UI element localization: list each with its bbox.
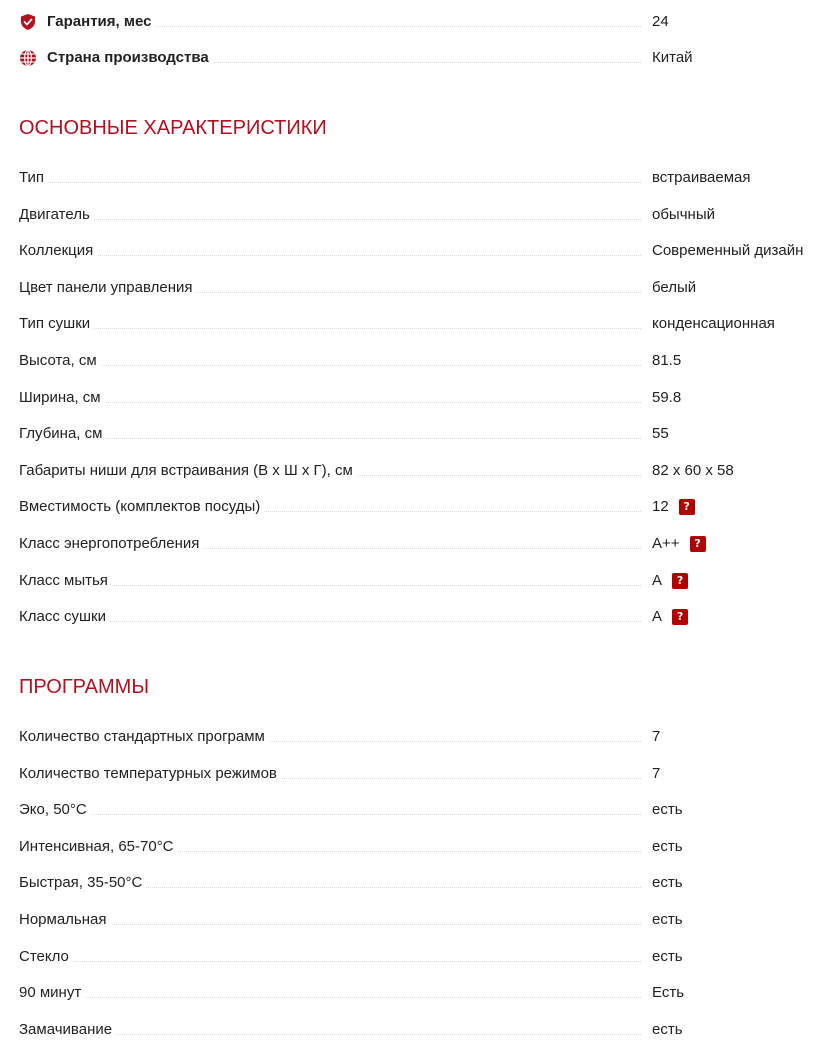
help-icon[interactable]: ?: [672, 609, 688, 625]
spec-value: есть: [652, 1020, 683, 1038]
dotted-leader: [19, 365, 641, 366]
spec-label: Страна производства: [19, 47, 213, 69]
dotted-leader: [19, 621, 641, 622]
spec-value: Китай: [652, 49, 693, 66]
spec-label: Тип: [19, 167, 48, 189]
spec-row: [19, 460, 818, 482]
help-icon[interactable]: ?: [672, 573, 688, 589]
dotted-leader: [19, 585, 641, 586]
spec-value: 82 x 60 x 58: [652, 461, 734, 479]
dotted-leader: [19, 255, 641, 256]
spec-label: Глубина, см: [19, 423, 106, 445]
spec-value-cell: [652, 387, 681, 409]
spec-label-cell: [19, 387, 641, 409]
spec-label: Количество стандартных программ: [19, 726, 269, 748]
dotted-leader: [19, 961, 641, 962]
spec-value: 81.5: [652, 352, 682, 369]
spec-value-cell: [652, 533, 706, 555]
spec-value-cell: [652, 570, 688, 592]
spec-value-cell: [652, 240, 803, 262]
spec-row: [19, 799, 818, 821]
spec-label: Быстрая, 35-50°C: [19, 872, 146, 894]
spec-row: [19, 982, 818, 1004]
spec-label-cell: [19, 240, 641, 262]
spec-value-cell: [652, 277, 696, 299]
spec-value: A++: [652, 535, 680, 552]
spec-label: Коллекция: [19, 240, 97, 262]
spec-value-cell: [652, 606, 688, 628]
spec-row: [19, 946, 818, 968]
spec-label-cell: [19, 313, 641, 335]
spec-label: Эко, 50°C: [19, 799, 91, 821]
spec-value: Есть: [652, 984, 685, 1002]
spec-label-cell: [19, 909, 641, 931]
spec-value: обычный: [652, 205, 715, 223]
spec-label: Тип сушки: [19, 313, 94, 335]
spec-row: [19, 570, 818, 592]
spec-label-cell: [19, 496, 641, 518]
spec-value-cell: [652, 460, 734, 482]
spec-value: 12: [652, 498, 669, 516]
spec-label: Гарантия, мес: [19, 11, 155, 33]
spec-value: встраиваемая: [652, 169, 751, 186]
spec-value: есть: [652, 837, 683, 855]
spec-label: Высота, см: [19, 350, 101, 372]
spec-row: [19, 872, 818, 894]
spec-row-warranty: [19, 11, 818, 33]
spec-label-cell: [19, 726, 641, 748]
section-title-main-specs: ОСНОВНЫЕ ХАРАКТЕРИСТИКИ: [19, 117, 327, 139]
spec-value-cell: [652, 836, 683, 858]
spec-value-cell: [652, 11, 669, 33]
spec-value-cell: [652, 496, 695, 518]
spec-value-cell: [652, 872, 683, 894]
spec-label: Количество температурных режимов: [19, 763, 281, 785]
spec-label-cell: [19, 1019, 641, 1041]
section-title-programs: ПРОГРАММЫ: [19, 676, 150, 698]
spec-label: Вместимость (комплектов посуды): [19, 496, 264, 518]
spec-label-cell: [19, 570, 641, 592]
spec-value: есть: [652, 911, 683, 928]
spec-value-cell: [652, 204, 715, 226]
dotted-leader: [19, 438, 641, 439]
spec-row: [19, 423, 818, 445]
dotted-leader: [19, 328, 641, 329]
spec-row: [19, 313, 818, 335]
spec-value-cell: [652, 982, 684, 1004]
spec-value-cell: [652, 763, 660, 785]
spec-label-cell: [19, 47, 641, 69]
spec-value-cell: [652, 167, 751, 189]
dotted-leader: [19, 997, 641, 998]
spec-label: Класс сушки: [19, 606, 110, 628]
spec-value: белый: [652, 278, 697, 296]
spec-row: [19, 277, 818, 299]
spec-row: [19, 204, 818, 226]
spec-label-cell: [19, 11, 641, 33]
dotted-leader: [19, 814, 641, 815]
spec-label: Нормальная: [19, 909, 111, 931]
spec-label-cell: [19, 533, 641, 555]
spec-value: 24: [652, 13, 669, 30]
spec-value: есть: [652, 874, 683, 892]
spec-row: [19, 496, 818, 518]
spec-value-cell: [652, 350, 681, 372]
spec-value: Современный дизайн: [652, 242, 804, 260]
spec-row: [19, 387, 818, 409]
spec-value-cell: [652, 799, 683, 821]
help-icon[interactable]: ?: [679, 499, 695, 515]
spec-label-cell: [19, 982, 641, 1004]
dotted-leader: [19, 182, 641, 183]
spec-value-cell: [652, 313, 775, 335]
spec-label-cell: [19, 350, 641, 372]
spec-value-cell: [652, 946, 683, 968]
spec-label: Двигатель: [19, 204, 94, 226]
spec-row: [19, 909, 818, 931]
spec-label: Замачивание: [19, 1019, 116, 1041]
spec-row: [19, 763, 818, 785]
spec-value: есть: [652, 801, 683, 819]
spec-value: конденсационная: [652, 315, 775, 333]
spec-value: 59.8: [652, 388, 682, 406]
spec-value-cell: [652, 47, 693, 69]
spec-value: есть: [652, 947, 683, 965]
spec-row: [19, 726, 818, 748]
spec-row: [19, 533, 818, 555]
spec-row-country: [19, 47, 818, 69]
spec-label-cell: [19, 460, 641, 482]
spec-label: Интенсивная, 65-70°C: [19, 836, 178, 858]
spec-row: [19, 836, 818, 858]
spec-value-cell: [652, 726, 660, 748]
spec-value: 55: [652, 425, 669, 443]
spec-label-cell: [19, 423, 641, 445]
spec-row: [19, 606, 818, 628]
spec-value: 7: [652, 764, 661, 782]
spec-label: 90 минут: [19, 982, 85, 1004]
spec-label-cell: [19, 277, 641, 299]
spec-label-cell: [19, 606, 641, 628]
dotted-leader: [19, 924, 641, 925]
dotted-leader: [19, 402, 641, 403]
spec-value-cell: [652, 423, 669, 445]
shield-check-icon: [19, 13, 37, 31]
spec-value-cell: [652, 909, 683, 931]
spec-label: Класс мытья: [19, 570, 112, 592]
spec-row: [19, 1019, 818, 1041]
spec-value-cell: [652, 1019, 683, 1041]
spec-label-cell: [19, 204, 641, 226]
spec-label: Цвет панели управления: [19, 277, 196, 299]
spec-label-cell: [19, 799, 641, 821]
spec-value: A: [652, 608, 663, 626]
spec-label: Габариты ниши для встраивания (В x Ш x Г), см: [19, 460, 357, 482]
spec-row: [19, 350, 818, 372]
spec-label-cell: [19, 763, 641, 785]
globe-icon: [19, 49, 37, 67]
spec-label-cell: [19, 836, 641, 858]
spec-label: Ширина, см: [19, 387, 105, 409]
spec-label-cell: [19, 872, 641, 894]
spec-label-cell: [19, 946, 641, 968]
spec-label: Стекло: [19, 946, 73, 968]
spec-label-cell: [19, 167, 641, 189]
dotted-leader: [19, 219, 641, 220]
spec-row: [19, 167, 818, 189]
spec-value: A: [652, 571, 663, 589]
spec-value: 7: [652, 728, 661, 745]
help-icon[interactable]: ?: [690, 536, 706, 552]
spec-row: [19, 240, 818, 262]
spec-label: Класс энергопотребления: [19, 533, 203, 555]
